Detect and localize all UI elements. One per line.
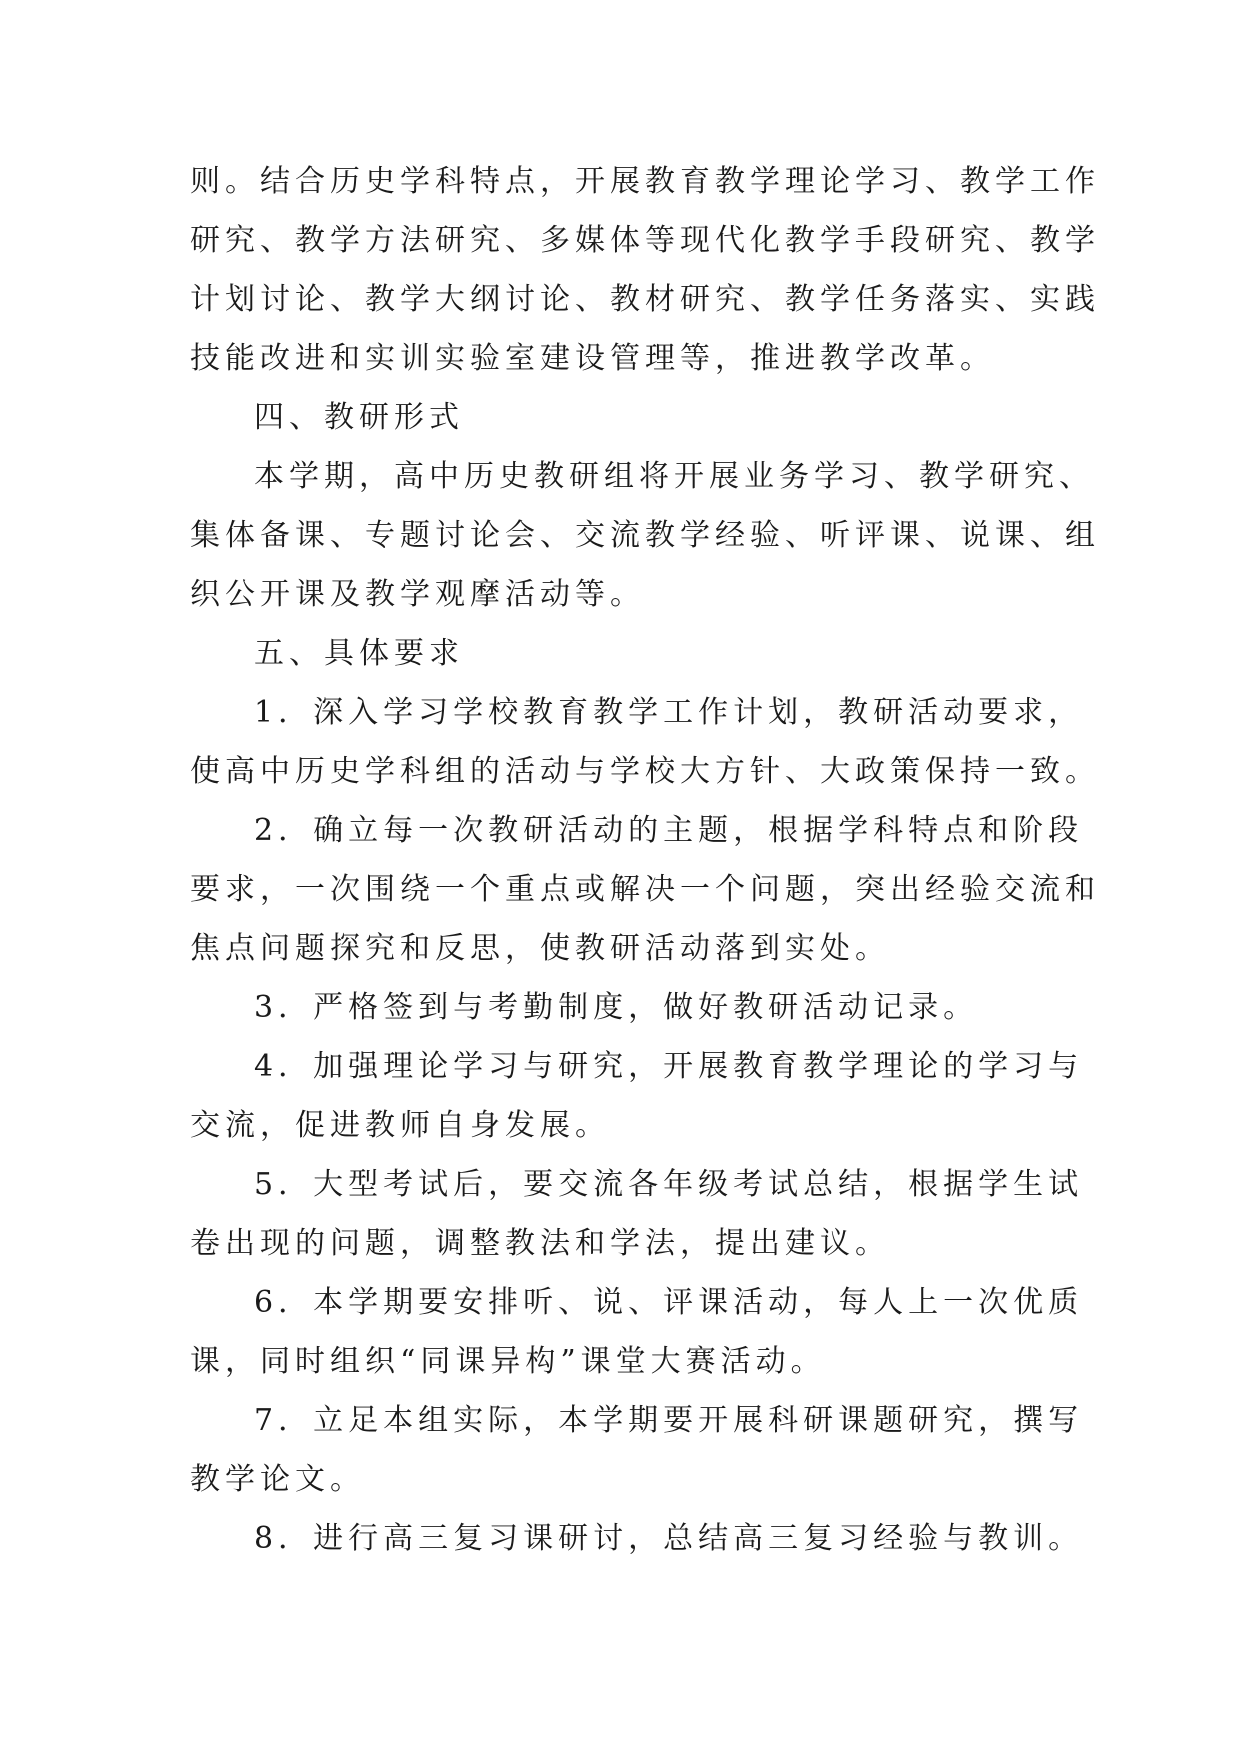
text-line: 焦点问题探究和反思，使教研活动落到实处。 (190, 931, 890, 966)
text-line: 计划讨论、教学大纲讨论、教材研究、教学任务落实、实践 (190, 282, 1100, 317)
text-line: 3．严格签到与考勤制度，做好教研活动记录。 (254, 990, 979, 1025)
text-line: 教学论文。 (190, 1462, 365, 1497)
text-line: 1．深入学习学校教育教学工作计划，教研活动要求， (254, 695, 1084, 730)
text-line: 要求，一次围绕一个重点或解决一个问题，突出经验交流和 (190, 872, 1100, 907)
text-line: 研究、教学方法研究、多媒体等现代化教学手段研究、教学 (190, 223, 1100, 258)
text-line: 课，同时组织“同课异构”课堂大赛活动。 (190, 1344, 826, 1379)
text-line: 本学期，高中历史教研组将开展业务学习、教学研究、 (254, 459, 1094, 494)
text-line: 2．确立每一次教研活动的主题，根据学科特点和阶段 (254, 813, 1084, 848)
text-line: 则。结合历史学科特点，开展教育教学理论学习、教学工作 (190, 164, 1100, 199)
text-line: 五、具体要求 (254, 636, 464, 671)
text-line: 5．大型考试后，要交流各年级考试总结，根据学生试 (254, 1167, 1084, 1202)
text-line: 织公开课及教学观摩活动等。 (190, 577, 645, 612)
text-line: 8．进行高三复习课研讨，总结高三复习经验与教训。 (254, 1521, 1084, 1556)
text-line: 6．本学期要安排听、说、评课活动，每人上一次优质 (254, 1285, 1084, 1320)
text-line: 交流，促进教师自身发展。 (190, 1108, 610, 1143)
text-line: 四、教研形式 (254, 400, 464, 435)
text-line: 4．加强理论学习与研究，开展教育教学理论的学习与 (254, 1049, 1084, 1084)
text-line: 技能改进和实训实验室建设管理等，推进教学改革。 (190, 341, 995, 376)
text-line: 7．立足本组实际，本学期要开展科研课题研究，撰写 (254, 1403, 1084, 1438)
text-line: 使高中历史学科组的活动与学校大方针、大政策保持一致。 (190, 754, 1100, 789)
text-line: 集体备课、专题讨论会、交流教学经验、听评课、说课、组 (190, 518, 1100, 553)
document-body (190, 152, 1100, 1568)
text-line: 卷出现的问题，调整教法和学法，提出建议。 (190, 1226, 890, 1261)
